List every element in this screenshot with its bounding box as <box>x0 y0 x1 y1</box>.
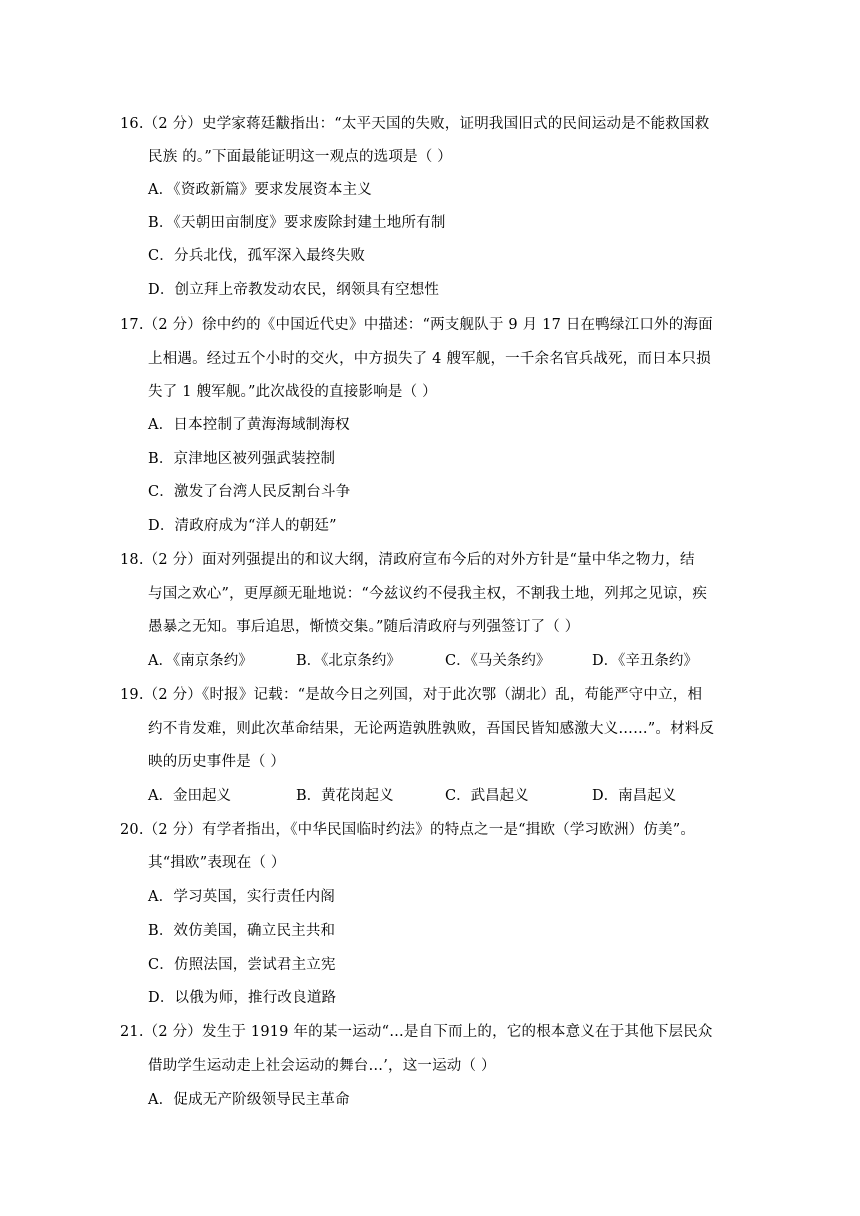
q21-option-a: A．促成无产阶级领导民主革命 <box>148 1092 350 1108</box>
q20-option-c: C．仿照法国，尝试君主立宪 <box>148 957 336 973</box>
q17-stem-line-2: 上相遇。经过五个小时的交火，中方损失了 4 艘军舰，一千余名官兵战死，而日本只损 <box>148 351 711 367</box>
q18-options-row <box>148 651 748 671</box>
q16-option-d: D．创立拜上帝教发动农民，纲领具有空想性 <box>148 282 440 298</box>
q20-option-b: B．效仿美国，确立民主共和 <box>148 923 336 939</box>
q19-options-row <box>148 786 748 806</box>
q17-option-c: C．激发了台湾人民反割台斗争 <box>148 484 351 500</box>
q19-option-b: B．黄花岗起义 <box>296 788 394 804</box>
q16-stem-line-1: 16.（2 分）史学家蒋廷黻指出：“太平天国的失败，证明我国旧式的民间运动是不能救国救 <box>120 116 710 132</box>
q18-option-d: D．《辛丑条约》 <box>592 653 698 669</box>
q20-option-a: A．学习英国，实行责任内阁 <box>148 889 336 905</box>
q18-option-a: A．《南京条约》 <box>148 653 253 669</box>
q18-option-b: B．《北京条约》 <box>296 653 401 669</box>
q18-stem-line-1: 18.（2 分）面对列强提出的和议大纲，清政府宣布今后的对外方针是“量中华之物力，结 <box>120 552 695 568</box>
q19-stem-line-1: 19.（2 分）《时报》记载：“是故今日之列国，对于此次鄂（湖北）乱，苟能严守中立，相 <box>120 687 703 703</box>
q18-stem-line-3: 愚暴之无知。事后追思，惭愤交集。”随后清政府与列强签订了（ ） <box>148 619 580 635</box>
q17-stem-line-1: 17.（2 分）徐中约的《中国近代史》中描述：“两支舰队于 9 月 17 日在鸭绿江口外的海面 <box>120 317 713 333</box>
q19-option-d: D．南昌起义 <box>592 788 677 804</box>
q20-option-d: D．以俄为师，推行改良道路 <box>148 990 337 1006</box>
q21-stem-line-2: 借助学生运动走上社会运动的舞台…’，这一运动（ ） <box>148 1058 496 1074</box>
q17-option-d: D．清政府成为“洋人的朝廷” <box>148 518 337 534</box>
q21-stem-line-1: 21.（2 分）发生于 1919 年的某一运动“…是自下而上的，它的根本意义在于其他下层民众 <box>120 1024 713 1040</box>
q19-option-a: A．金田起义 <box>148 788 231 804</box>
q17-stem-line-3: 失了 1 艘军舰。”此次战役的直接影响是（ ） <box>148 384 437 400</box>
q17-option-a: A．日本控制了黄海海域制海权 <box>148 417 350 433</box>
q16-option-b: B．《天朝田亩制度》要求废除封建土地所有制 <box>148 215 446 231</box>
q17-option-b: B．京津地区被列强武装控制 <box>148 451 336 467</box>
q16-option-c: C．分兵北伐，孤军深入最终失败 <box>148 248 366 264</box>
q18-stem-line-2: 与国之欢心”，更厚颜无耻地说：“今兹议约不侵我主权，不割我土地，列邦之见谅，疾 <box>148 586 708 602</box>
q16-option-a: A．《资政新篇》要求发展资本主义 <box>148 182 372 198</box>
q19-stem-line-2: 约不肯发难，则此次革命结果，无论两造孰胜孰败，吾国民皆知感激大义……”。材料反 <box>148 721 715 737</box>
q20-stem-line-1: 20.（2 分）有学者指出，《中华民国临时约法》的特点之一是“揖欧（学习欧洲）仿美”。 <box>120 822 696 838</box>
q20-stem-line-2: 其“揖欧”表现在（ ） <box>148 855 286 871</box>
q18-option-c: C．《马关条约》 <box>445 653 551 669</box>
q19-stem-line-3: 映的历史事件是（ ） <box>148 754 286 770</box>
q19-option-c: C．武昌起义 <box>445 788 529 804</box>
q16-stem-line-2: 民族 的。”下面最能证明这一观点的选项是（ ） <box>148 149 452 165</box>
